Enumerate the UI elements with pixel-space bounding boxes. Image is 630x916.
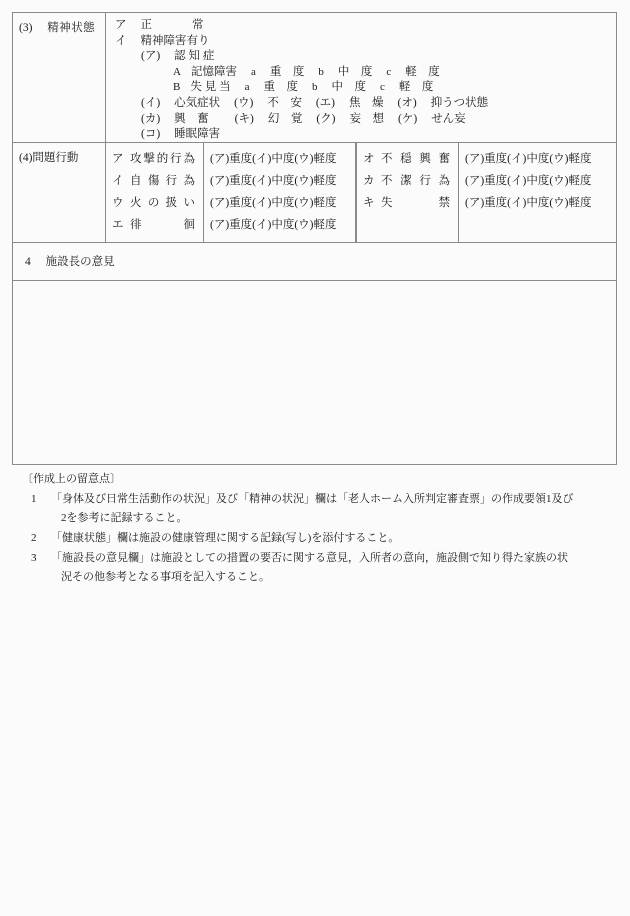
mental-option-disorder[interactable]: [115, 34, 616, 50]
facility-director-opinion-header: [13, 243, 616, 281]
disorient-label: 失 見 当: [190, 81, 231, 94]
problem-behavior-label-cell: [13, 143, 106, 242]
behavior-left-3-mark: ウ: [112, 197, 124, 209]
symptom-2-text: 不 安: [267, 96, 302, 109]
behavior-left-3-label: 火 の 扱 い: [130, 197, 195, 209]
mental-state-title: 精神状態: [47, 22, 96, 34]
note-number: 3: [31, 552, 37, 564]
memory-grade-b-text: 中 度: [337, 65, 373, 78]
mental-option-memory-row[interactable]: [115, 65, 616, 81]
note-text: [38, 549, 622, 587]
mental-option-dementia-text: 認 知 症: [174, 50, 215, 63]
problem-behavior-left-degrees-cell: [204, 143, 356, 242]
mental-option-dementia[interactable]: [115, 49, 616, 65]
symptom-8-text: せん妄: [431, 112, 466, 125]
facility-director-opinion-textarea[interactable]: [13, 281, 616, 464]
disorient-mark: B: [173, 81, 181, 94]
note-line-2: 況その他参考となる事項を記入すること。: [61, 571, 270, 583]
problem-behavior-number: (4): [19, 152, 33, 164]
mental-symptoms-row-1[interactable]: [115, 96, 616, 112]
behavior-right-1-label: 不 穏 興 奮: [381, 153, 450, 165]
problem-behavior-title: 問題行動: [32, 152, 79, 164]
symptom-2-mark: (ウ): [234, 96, 254, 109]
mental-state-options-cell: [107, 13, 616, 142]
note-text: [38, 529, 622, 548]
note-line-1: 「健康状態」欄は施設の健康管理に関する記録(写し)を添付すること。: [51, 532, 400, 544]
mental-symptoms-row-2[interactable]: [115, 112, 616, 128]
memory-grade-c-text: 軽 度: [405, 65, 440, 78]
mental-option-sleep[interactable]: [115, 127, 616, 143]
mental-option-disorder-mark: イ: [115, 34, 127, 47]
behavior-left-1-mark: ア: [112, 153, 124, 165]
behavior-item-row[interactable]: [357, 192, 458, 214]
mental-option-disorientation-row[interactable]: [115, 80, 616, 96]
disorient-grade-a-mark: a: [244, 81, 250, 94]
problem-behavior-row: [13, 143, 616, 243]
note-text: [38, 490, 622, 528]
mental-option-normal-text2: 常: [192, 19, 204, 31]
disorient-grade-b-text: 中 度: [331, 81, 366, 94]
note-item: [22, 549, 622, 587]
symptom-1-mark: (イ): [141, 96, 161, 109]
behavior-left-2-mark: イ: [112, 175, 124, 187]
symptom-3-mark: (エ): [315, 96, 336, 109]
mental-option-normal-text: 正: [140, 19, 152, 31]
problem-behavior-left-items-cell: [106, 143, 204, 242]
behavior-left-2-label: 自 傷 行 為: [130, 175, 195, 187]
memory-grade-a-text: 重 度: [269, 65, 305, 78]
degree-option-row[interactable]: (ア)重度(イ)中度(ウ)軽度: [210, 175, 337, 187]
note-number: 1: [31, 493, 37, 505]
behavior-right-2-label: 不 潔 行 為: [381, 175, 450, 187]
memory-label: 記憶障害: [190, 65, 237, 78]
memory-grade-b-mark: b: [318, 65, 324, 78]
degree-option-row-empty: [465, 214, 616, 236]
mental-option-normal-mark: ア: [115, 19, 127, 31]
symptom-5-text: 興 奮: [174, 112, 209, 125]
note-line-2: 2を参考に記録すること。: [61, 512, 188, 524]
symptom-6-mark: (キ): [234, 112, 254, 125]
symptom-8-mark: (ケ): [398, 112, 418, 125]
note-item: [22, 490, 622, 528]
note-item: [22, 529, 622, 548]
opinion-section-number: 4: [25, 256, 31, 268]
mental-state-label-cell: [13, 13, 106, 142]
behavior-left-1-label: 攻 撃 的 行 為: [130, 153, 195, 165]
assessment-form-table: [12, 12, 617, 465]
mental-state-row: [13, 13, 616, 143]
symptom-4-mark: (オ): [397, 96, 417, 109]
behavior-item-row[interactable]: [357, 148, 458, 170]
behavior-item-row[interactable]: [106, 148, 203, 170]
disorient-grade-a-text: 重 度: [263, 81, 298, 94]
preparation-notes: [22, 470, 622, 587]
behavior-item-row[interactable]: [357, 170, 458, 192]
mental-option-dementia-mark: (ア): [141, 50, 161, 63]
degree-option-row[interactable]: (ア)重度(イ)中度(ウ)軽度: [465, 175, 592, 187]
disorient-grade-c-text: 軽 度: [398, 81, 434, 94]
opinion-section-title: 施設長の意見: [45, 256, 115, 268]
note-line-1: 「施設長の意見欄」は施設としての措置の要否に関する意見，入所者の意向，施設側で知り得た家族の状: [51, 552, 568, 564]
degree-option-row[interactable]: (ア)重度(イ)中度(ウ)軽度: [210, 197, 337, 209]
sleep-mark: (コ): [141, 128, 161, 141]
behavior-right-3-label: 失 禁: [381, 197, 450, 209]
behavior-item-row[interactable]: [106, 192, 203, 214]
symptom-6-text: 幻 覚: [267, 112, 303, 125]
problem-behavior-right-items-cell: [356, 143, 459, 242]
mental-state-number: (3): [19, 22, 33, 34]
disorient-grade-c-mark: c: [379, 81, 385, 94]
memory-grade-c-mark: c: [386, 65, 392, 78]
behavior-right-2-mark: カ: [363, 175, 375, 187]
behavior-left-4-mark: エ: [112, 219, 124, 231]
memory-grade-a-mark: a: [250, 65, 256, 78]
symptom-7-text: 妄 想: [349, 112, 385, 125]
symptom-4-text: 抑うつ状態: [430, 96, 489, 109]
behavior-right-1-mark: オ: [363, 153, 375, 165]
sleep-text: 睡眠障害: [174, 128, 221, 141]
note-number: 2: [31, 532, 37, 544]
symptom-5-mark: (カ): [141, 112, 161, 125]
notes-title: 〔作成上の留意点〕: [22, 473, 121, 485]
mental-option-disorder-text: 精神障害有り: [140, 34, 210, 47]
behavior-item-row-empty: [357, 214, 458, 236]
mental-option-normal[interactable]: [115, 18, 616, 34]
degree-option-row[interactable]: (ア)重度(イ)中度(ウ)軽度: [465, 197, 592, 209]
symptom-7-mark: (ク): [316, 112, 336, 125]
symptom-3-text: 焦 燥: [349, 96, 384, 109]
degree-option-row[interactable]: (ア)重度(イ)中度(ウ)軽度: [210, 153, 337, 165]
problem-behavior-right-degrees-cell: [459, 143, 616, 242]
memory-mark: A: [173, 65, 181, 78]
degree-option-row[interactable]: (ア)重度(イ)中度(ウ)軽度: [210, 219, 337, 231]
behavior-right-3-mark: キ: [363, 197, 375, 209]
disorient-grade-b-mark: b: [311, 81, 318, 94]
symptom-1-text: 心気症状: [174, 96, 221, 109]
note-line-1: 「身体及び日常生活動作の状況」及び「精神の状況」欄は「老人ホーム入所判定審査票」の作成要領1及び: [51, 493, 574, 505]
behavior-item-row[interactable]: [106, 214, 203, 236]
behavior-item-row[interactable]: [106, 170, 203, 192]
behavior-left-4-label: 徘 徊: [130, 219, 195, 231]
degree-option-row[interactable]: (ア)重度(イ)中度(ウ)軽度: [465, 153, 592, 165]
